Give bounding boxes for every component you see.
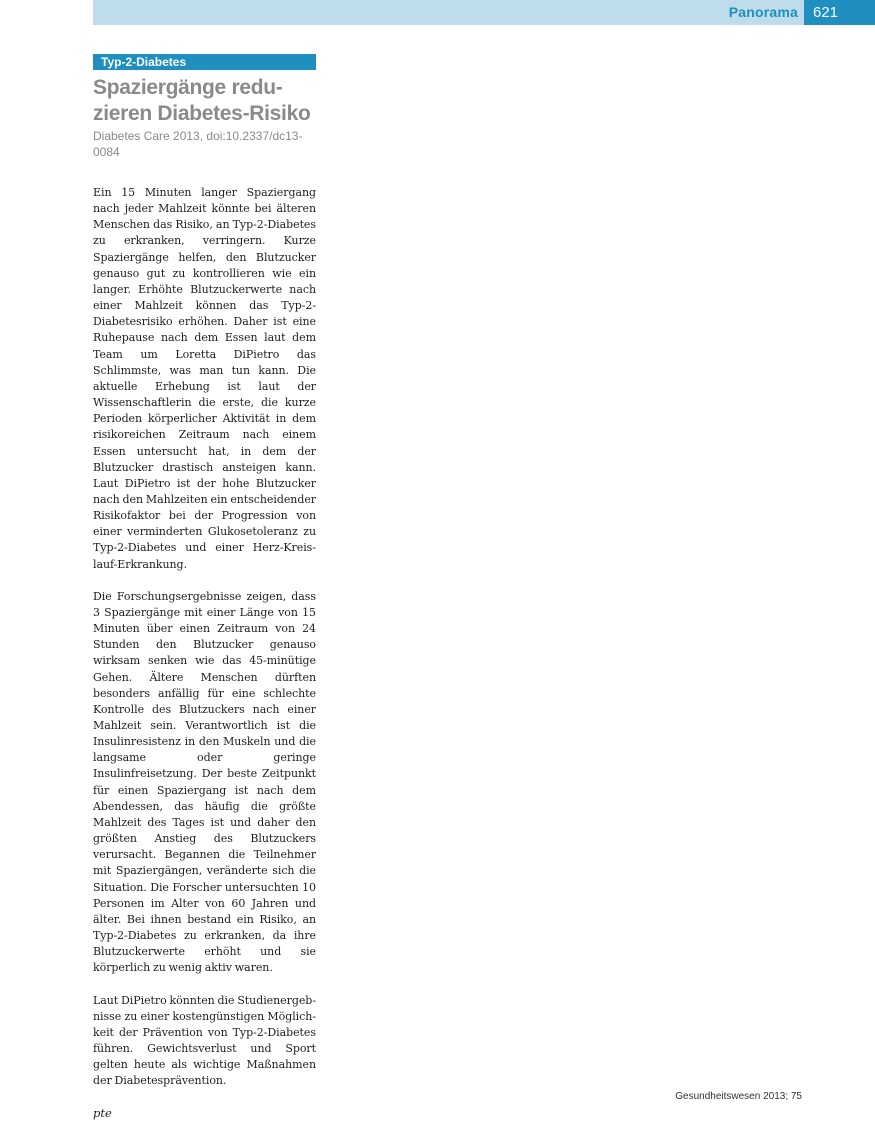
body-paragraph: Die Forschungsergebnisse zeigen, dass 3 Spaziergänge mit einer Länge von 15 Minuten über einen Zeitraum von 24 Stunden den Blutzucker genauso wirksam senken wie das 45-minütige Gehen. Ältere Menschen dürften besonders anfällig für eine schlechte Kontrolle des Blutzuckers nach einer Mahlzeit sein. Verantwortlich ist die Insulinresistenz in den Muskeln und die langsame oder geringe Insulinfreisetzung. Der beste Zeitpunkt für einen Spaziergang ist nach dem Abendessen, das häufig die größte Mahlzeit des Tages ist und daher den größten Anstieg des Blutzuckers verursacht. Begannen die Teilnehmer mit Spaziergängen, veränderte sich die Situation. Die Forscher untersuchten 10 Personen im Alter von 60 Jahren und älter. Bei ihnen bestand ein Risiko, an Typ-2-Diabetes zu erkranken, da ihre Blutzuckerwerte erhöht und sie körperlich zu wenig aktiv waren. — [93, 589, 316, 975]
journal-footer: Gesundheitswesen 2013; 75 — [675, 1091, 802, 1102]
page-number: 621 — [804, 0, 875, 25]
category-tag: Typ-2-Diabetes — [93, 54, 316, 70]
author-credit: pte — [93, 1106, 112, 1121]
body-paragraph: Ein 15 Minuten langer Spaziergang nach jeder Mahlzeit könnte bei älteren Menschen das Risiko, an Typ-2-Diabetes zu erkranken, verringern. Kurze Spaziergänge helfen, den Blutzucker genauso gut zu kontrollieren wie ein langer. Erhöhte Blutzuckerwerte nach einer Mahlzeit können das Typ-2-Diabetesrisiko erhöhen. Daher ist eine Ruhepause nach dem Essen laut dem Team um Loretta DiPietro das Schlimmste, was man tun kann. Die aktuelle Erhebung ist laut der Wissenschaftlerin die erste, die kurze Perioden körperlicher Aktivität in dem risikoreichen Zeitraum nach einem Essen untersucht hat, in dem der Blutzucker drastisch ansteigen kann. Laut DiPietro ist der hohe Blutzucker nach den Mahlzeiten ein entscheidender Risikofaktor bei der Progression von einer verminderten Glukosetoleranz zu Typ-2-Diabetes und einer Herz-Kreislauf-Erkrankung. — [93, 186, 316, 571]
section-name: Panorama — [728, 4, 798, 20]
article-column — [93, 54, 316, 1121]
article-body — [93, 185, 316, 1089]
body-paragraph: Laut DiPietro könnten die Studienergebnisse zu einer kostengünstigen Möglichkeit der Prävention von Typ-2-Diabetes führen. Gewichtsverlust und Sport gelten heute als wichtige Maßnahmen der Diabetesprävention. — [93, 993, 316, 1088]
article-headline: Spaziergänge reduzieren Diabetes-Risiko — [93, 76, 311, 125]
article-citation: Diabetes Care 2013, doi:10.2337/dc13-0084 — [93, 129, 303, 159]
